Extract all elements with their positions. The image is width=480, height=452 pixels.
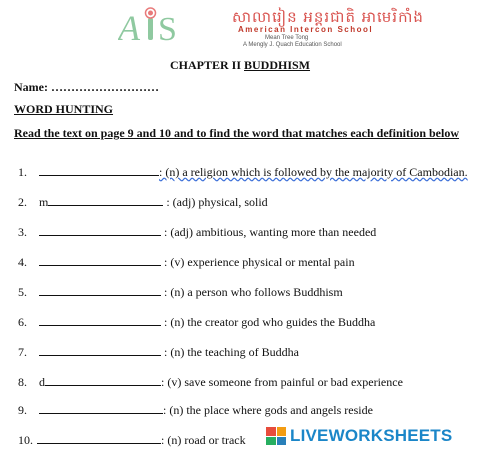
question-7	[18, 344, 299, 360]
question-number: 8.	[18, 375, 27, 389]
question-number: 3.	[18, 225, 27, 239]
question-3	[18, 224, 376, 240]
question-6	[18, 314, 375, 330]
name-field[interactable]: Name: ………………………	[14, 80, 159, 94]
definition: : (n) the creator god who guides the Buddha	[161, 315, 376, 329]
chapter-title	[0, 58, 480, 73]
khmer-school-name: សាលារៀន អន្តរជាតិ អាមេរិកាំង	[232, 8, 424, 26]
answer-blank[interactable]	[39, 284, 161, 296]
answer-prefix: d	[39, 375, 45, 389]
school-name: American Intercon School	[238, 25, 374, 34]
answer-blank[interactable]	[45, 374, 161, 386]
question-1	[18, 164, 468, 180]
answer-blank[interactable]	[39, 344, 161, 356]
answer-blank[interactable]	[48, 194, 163, 206]
question-5	[18, 284, 343, 300]
question-number: 4.	[18, 255, 27, 269]
definition: : (n) a religion which is followed by the majority of Cambodian.	[159, 165, 468, 179]
question-9	[18, 402, 373, 418]
definition: : (n) the teaching of Buddha	[161, 345, 299, 359]
answer-blank[interactable]	[39, 254, 161, 266]
answer-blank[interactable]	[39, 402, 163, 414]
svg-text:S: S	[158, 11, 177, 48]
question-number: 7.	[18, 345, 27, 359]
question-number: 6.	[18, 315, 27, 329]
question-4	[18, 254, 355, 270]
section-title: WORD HUNTING	[14, 102, 114, 116]
question-2	[18, 194, 268, 210]
question-number: 2.	[18, 195, 27, 209]
answer-blank[interactable]	[39, 164, 159, 176]
question-10	[18, 432, 246, 448]
question-number: 10.	[18, 433, 33, 447]
instructions: Read the text on page 9 and 10 and to find the word that matches each definition below	[14, 126, 460, 140]
question-8	[18, 374, 403, 390]
chapter-prefix: CHAPTER II	[169, 58, 244, 72]
definition: : (n) road or track	[161, 433, 246, 447]
definition: : (v) save someone from painful or bad experience	[161, 375, 403, 389]
definition: : (adj) physical, solid	[163, 195, 268, 209]
definition: : (v) experience physical or mental pain	[161, 255, 355, 269]
school-tagline: A Mengly J. Quach Education School	[243, 42, 342, 48]
campus-name: Mean Tree Tong	[265, 35, 309, 41]
definition: : (n) a person who follows Buddhism	[161, 285, 343, 299]
question-number: 5.	[18, 285, 27, 299]
definition: : (adj) ambitious, wanting more than needed	[161, 225, 377, 239]
question-number: 9.	[18, 403, 27, 417]
question-number: 1.	[18, 165, 27, 179]
ais-logo	[118, 6, 223, 48]
definition: : (n) the place where gods and angels reside	[163, 403, 373, 417]
answer-prefix: m	[39, 195, 49, 209]
answer-blank[interactable]	[39, 314, 161, 326]
liveworksheets-watermark[interactable]	[266, 426, 452, 446]
svg-text:A: A	[118, 8, 140, 48]
answer-blank[interactable]	[37, 432, 161, 444]
chapter-topic: BUDDHISM	[244, 58, 311, 72]
liveworksheets-logo-text: LIVEWORKSHEETS	[290, 426, 453, 445]
liveworksheets-icon	[266, 427, 286, 445]
school-header	[0, 0, 480, 54]
answer-blank[interactable]	[39, 224, 161, 236]
